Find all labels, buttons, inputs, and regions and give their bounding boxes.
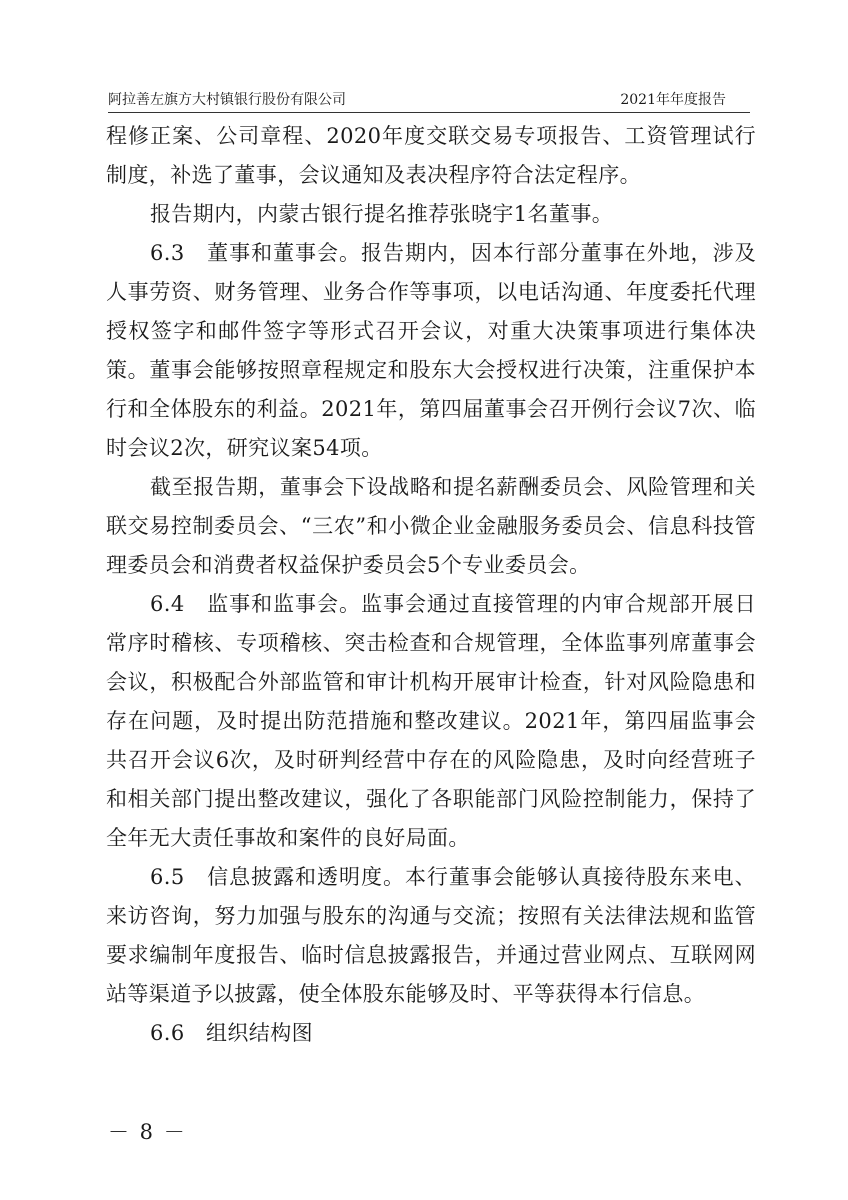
paragraph-section-6-5: 6.5 信息披露和透明度。本行董事会能够认真接待股东来电、来访咨询，努力加强与股东的沟通与交流；按照有关法律法规和监管要求编制年度报告、临时信息披露报告，并通过营业网点、互联网网站等渠道予以披露，使全体股东能够及时、平等获得本行信息。 <box>106 865 756 1006</box>
header-report-title: 2021年年度报告 <box>620 92 726 108</box>
page-header <box>108 88 750 112</box>
paragraph-section-6-4: 6.4 监事和监事会。监事会通过直接管理的内审合规部开展日常序时稽核、专项稽核、突击检查和合规管理，全体监事列席董事会会议，积极配合外部监管和审计机构开展审计检查，针对风险隐患和存在问题，及时提出防范措施和整改建议。2021年，第四届监事会共召开会议6次，及时研判经营中存在的风险隐患，及时向经营班子和相关部门提出整改建议，强化了各职能部门风险控制能力，保持了全年无大责任事故和案件的良好局面。 <box>106 592 756 850</box>
paragraph-nomination: 报告期内，内蒙古银行提名推荐张晓宇1名董事。 <box>150 202 614 226</box>
paragraph-committees: 截至报告期，董事会下设战略和提名薪酬委员会、风险管理和关联交易控制委员会、“三农”和小微企业金融服务委员会、信息科技管理委员会和消费者权益保护委员会5个专业委员会。 <box>106 475 756 577</box>
document-body <box>106 117 756 1053</box>
header-divider <box>108 112 750 113</box>
header-company-name: 阿拉善左旗方大村镇银行股份有限公司 <box>108 92 346 108</box>
page-number: － 8 － <box>108 1120 187 1144</box>
paragraph-section-6-6: 6.6 组织结构图 <box>150 1021 313 1045</box>
paragraph-continuation: 程修正案、公司章程、2020年度交联交易专项报告、工资管理试行制度，补选了董事，会议通知及表决程序符合法定程序。 <box>106 124 756 187</box>
paragraph-section-6-3: 6.3 董事和董事会。报告期内，因本行部分董事在外地，涉及人事劳资、财务管理、业务合作等事项，以电话沟通、年度委托代理授权签字和邮件签字等形式召开会议，对重大决策事项进行集体决策。董事会能够按照章程规定和股东大会授权进行决策，注重保护本行和全体股东的利益。2021年，第四届董事会召开例行会议7次、临时会议2次，研究议案54项。 <box>106 241 756 460</box>
